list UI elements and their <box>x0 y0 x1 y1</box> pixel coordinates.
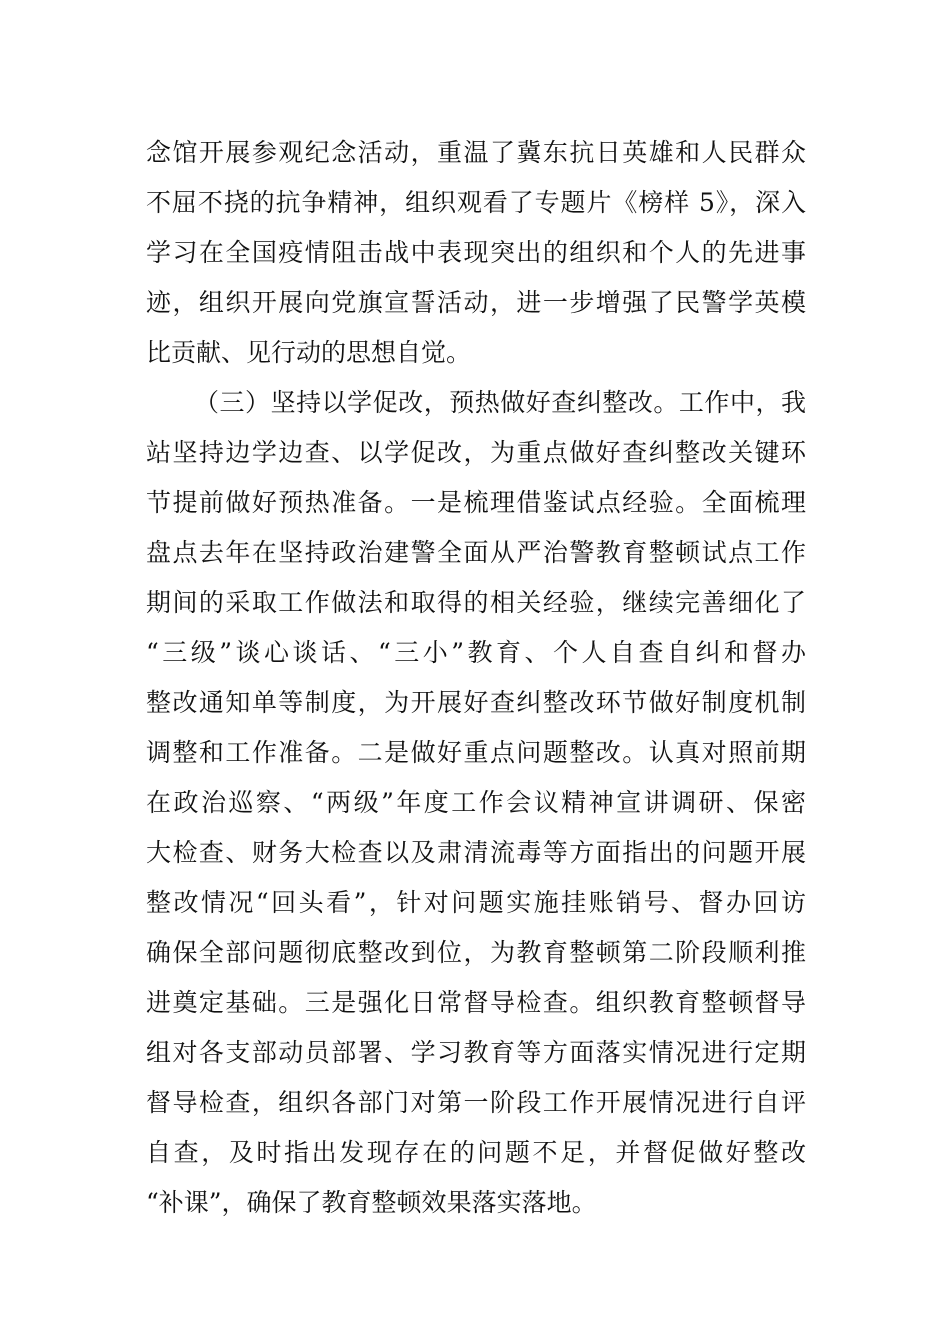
text-line-9: 盘点去年在坚持政治建警全面从严治警教育整顿试点工作 <box>146 538 806 567</box>
text-line-1: 念馆开展参观纪念活动，重温了冀东抗日英雄和人民群众 <box>146 138 806 167</box>
text-line-16: 整改情况“回头看”，针对问题实施挂账销号、督办回访 <box>146 888 806 917</box>
text-line-17: 确保全部问题彻底整改到位，为教育整顿第二阶段顺利推 <box>146 938 806 967</box>
text-line-3: 学习在全国疫情阻击战中表现突出的组织和个人的先进事 <box>146 238 806 267</box>
text-line-11: “三级”谈心谈话、“三小”教育、个人自查自纠和督办 <box>146 638 806 667</box>
text-line-4: 迹，组织开展向党旗宣誓活动，进一步增强了民警学英模 <box>146 288 806 317</box>
text-line-12: 整改通知单等制度，为开展好查纠整改环节做好制度机制 <box>146 688 806 717</box>
document-body <box>146 128 806 1228</box>
text-line-2: 不屈不挠的抗争精神，组织观看了专题片《榜样 5》，深入 <box>146 188 806 217</box>
text-line-6: （三）坚持以学促改，预热做好查纠整改。工作中，我 <box>194 388 806 417</box>
text-line-14: 在政治巡察、“两级”年度工作会议精神宣讲调研、保密 <box>146 788 806 817</box>
text-line-20: 督导检查，组织各部门对第一阶段工作开展情况进行自评 <box>146 1088 806 1117</box>
text-line-5: 比贡献、见行动的思想自觉。 <box>146 338 472 367</box>
text-line-10: 期间的采取工作做法和取得的相关经验，继续完善细化了 <box>146 588 806 617</box>
text-line-22: “补课”，确保了教育整顿效果落实落地。 <box>146 1188 597 1217</box>
text-line-15: 大检查、财务大检查以及肃清流毒等方面指出的问题开展 <box>146 838 806 867</box>
text-line-19: 组对各支部动员部署、学习教育等方面落实情况进行定期 <box>146 1038 806 1067</box>
text-line-8: 节提前做好预热准备。一是梳理借鉴试点经验。全面梳理 <box>146 488 806 517</box>
text-line-21: 自查，及时指出发现存在的问题不足，并督促做好整改 <box>146 1138 806 1167</box>
text-line-7: 站坚持边学边查、以学促改，为重点做好查纠整改关键环 <box>146 438 806 467</box>
text-line-18: 进奠定基础。三是强化日常督导检查。组织教育整顿督导 <box>146 988 806 1017</box>
text-line-13: 调整和工作准备。二是做好重点问题整改。认真对照前期 <box>146 738 806 767</box>
